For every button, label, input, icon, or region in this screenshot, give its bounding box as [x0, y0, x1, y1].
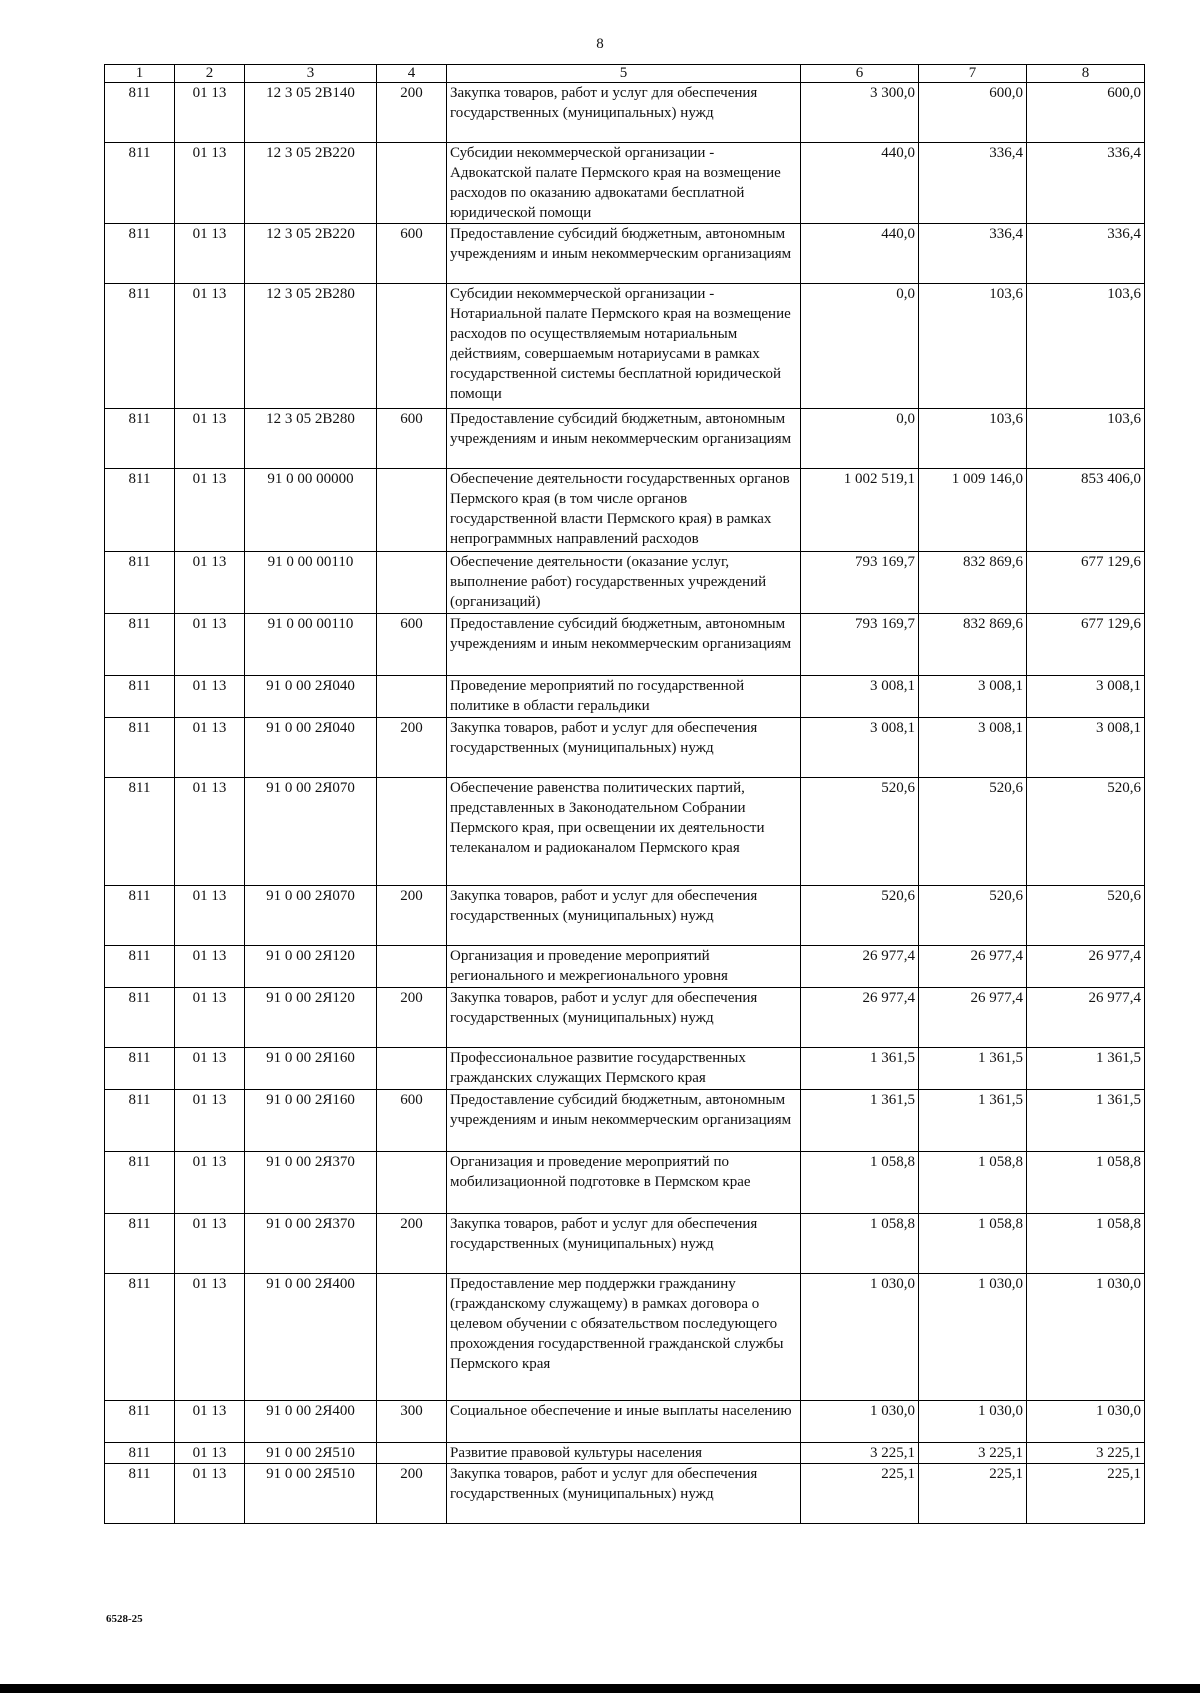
amount-col7-cell: 1 058,8 — [919, 1152, 1027, 1214]
budget-table — [104, 64, 1145, 1524]
amount-col7-cell: 3 008,1 — [919, 718, 1027, 778]
target-article-cell: 91 0 00 00110 — [245, 614, 377, 676]
amount-col7-cell: 1 030,0 — [919, 1401, 1027, 1443]
amount-col6-cell: 0,0 — [801, 409, 919, 469]
amount-col8-cell: 1 361,5 — [1027, 1048, 1145, 1090]
column-header: 3 — [245, 65, 377, 83]
section-code-cell: 01 13 — [175, 143, 245, 224]
expense-type-cell — [377, 284, 447, 409]
description-cell: Организация и проведение мероприятий регионального и межрегионального уровня — [447, 946, 801, 988]
amount-col6-cell: 440,0 — [801, 143, 919, 224]
amount-col8-cell: 520,6 — [1027, 778, 1145, 886]
amount-col7-cell: 103,6 — [919, 284, 1027, 409]
description-cell: Предоставление субсидий бюджетным, автономным учреждениям и иным некоммерческим организациям — [447, 614, 801, 676]
table-row — [105, 409, 1145, 469]
section-code-cell: 01 13 — [175, 1274, 245, 1401]
expense-type-cell: 200 — [377, 83, 447, 143]
expense-type-cell: 600 — [377, 409, 447, 469]
amount-col7-cell: 3 225,1 — [919, 1443, 1027, 1464]
section-code-cell: 01 13 — [175, 469, 245, 552]
table-row — [105, 988, 1145, 1048]
expense-type-cell — [377, 143, 447, 224]
table-row — [105, 83, 1145, 143]
expense-type-cell: 200 — [377, 718, 447, 778]
description-cell: Субсидии некоммерческой организации - Адвокатской палате Пермского края на возмещение расходов по оказанию адвокатами бесплатной юридической помощи — [447, 143, 801, 224]
page-number: 8 — [596, 36, 604, 52]
scan-edge — [0, 1684, 1200, 1693]
admin-code-cell: 811 — [105, 1401, 175, 1443]
amount-col7-cell: 832 869,6 — [919, 552, 1027, 614]
target-article-cell: 91 0 00 2Я160 — [245, 1090, 377, 1152]
description-cell: Закупка товаров, работ и услуг для обеспечения государственных (муниципальных) нужд — [447, 988, 801, 1048]
admin-code-cell: 811 — [105, 469, 175, 552]
target-article-cell: 91 0 00 2Я370 — [245, 1152, 377, 1214]
amount-col7-cell: 336,4 — [919, 224, 1027, 284]
target-article-cell: 91 0 00 00000 — [245, 469, 377, 552]
section-code-cell: 01 13 — [175, 1214, 245, 1274]
expense-type-cell — [377, 1274, 447, 1401]
amount-col6-cell: 3 300,0 — [801, 83, 919, 143]
target-article-cell: 91 0 00 2Я370 — [245, 1214, 377, 1274]
column-header: 4 — [377, 65, 447, 83]
section-code-cell: 01 13 — [175, 1401, 245, 1443]
admin-code-cell: 811 — [105, 1443, 175, 1464]
amount-col7-cell: 832 869,6 — [919, 614, 1027, 676]
section-code-cell: 01 13 — [175, 988, 245, 1048]
amount-col6-cell: 793 169,7 — [801, 552, 919, 614]
expense-type-cell — [377, 778, 447, 886]
table-row — [105, 718, 1145, 778]
amount-col8-cell: 3 008,1 — [1027, 718, 1145, 778]
expense-type-cell — [377, 946, 447, 988]
amount-col8-cell: 677 129,6 — [1027, 552, 1145, 614]
section-code-cell: 01 13 — [175, 224, 245, 284]
section-code-cell: 01 13 — [175, 1048, 245, 1090]
description-cell: Организация и проведение мероприятий по мобилизационной подготовке в Пермском крае — [447, 1152, 801, 1214]
description-cell: Предоставление субсидий бюджетным, автономным учреждениям и иным некоммерческим организациям — [447, 224, 801, 284]
description-cell: Профессиональное развитие государственных гражданских служащих Пермского края — [447, 1048, 801, 1090]
table-row — [105, 1443, 1145, 1464]
expense-type-cell — [377, 552, 447, 614]
admin-code-cell: 811 — [105, 988, 175, 1048]
amount-col7-cell: 225,1 — [919, 1464, 1027, 1524]
description-cell: Проведение мероприятий по государственной политике в области геральдики — [447, 676, 801, 718]
section-code-cell: 01 13 — [175, 886, 245, 946]
table-row — [105, 778, 1145, 886]
amount-col6-cell: 440,0 — [801, 224, 919, 284]
table-row — [105, 224, 1145, 284]
amount-col8-cell: 853 406,0 — [1027, 469, 1145, 552]
amount-col6-cell: 793 169,7 — [801, 614, 919, 676]
amount-col6-cell: 26 977,4 — [801, 946, 919, 988]
table-row — [105, 469, 1145, 552]
column-header: 6 — [801, 65, 919, 83]
header-row — [105, 65, 1145, 83]
column-header: 5 — [447, 65, 801, 83]
target-article-cell: 91 0 00 00110 — [245, 552, 377, 614]
amount-col7-cell: 520,6 — [919, 886, 1027, 946]
table-row — [105, 552, 1145, 614]
amount-col7-cell: 1 030,0 — [919, 1274, 1027, 1401]
column-header: 1 — [105, 65, 175, 83]
section-code-cell: 01 13 — [175, 284, 245, 409]
admin-code-cell: 811 — [105, 1152, 175, 1214]
description-cell: Предоставление субсидий бюджетным, автономным учреждениям и иным некоммерческим организациям — [447, 409, 801, 469]
amount-col8-cell: 677 129,6 — [1027, 614, 1145, 676]
target-article-cell: 12 3 05 2В220 — [245, 224, 377, 284]
amount-col8-cell: 1 058,8 — [1027, 1152, 1145, 1214]
description-cell: Обеспечение деятельности государственных органов Пермского края (в том числе органов государственной власти Пермского края) в рамках непрограммных направлений расходов — [447, 469, 801, 552]
column-header: 7 — [919, 65, 1027, 83]
admin-code-cell: 811 — [105, 886, 175, 946]
table-row — [105, 1464, 1145, 1524]
expense-type-cell: 200 — [377, 1464, 447, 1524]
table-row — [105, 284, 1145, 409]
target-article-cell: 12 3 05 2В140 — [245, 83, 377, 143]
table-row — [105, 1214, 1145, 1274]
target-article-cell: 91 0 00 2Я070 — [245, 886, 377, 946]
amount-col7-cell: 103,6 — [919, 409, 1027, 469]
target-article-cell: 12 3 05 2В280 — [245, 409, 377, 469]
amount-col6-cell: 3 225,1 — [801, 1443, 919, 1464]
amount-col7-cell: 520,6 — [919, 778, 1027, 886]
document-code: 6528-25 — [106, 1613, 143, 1625]
target-article-cell: 91 0 00 2Я160 — [245, 1048, 377, 1090]
target-article-cell: 12 3 05 2В220 — [245, 143, 377, 224]
amount-col7-cell: 1 361,5 — [919, 1090, 1027, 1152]
expense-type-cell: 600 — [377, 614, 447, 676]
amount-col6-cell: 1 058,8 — [801, 1214, 919, 1274]
admin-code-cell: 811 — [105, 946, 175, 988]
admin-code-cell: 811 — [105, 718, 175, 778]
description-cell: Развитие правовой культуры населения — [447, 1443, 801, 1464]
target-article-cell: 91 0 00 2Я510 — [245, 1464, 377, 1524]
amount-col6-cell: 520,6 — [801, 886, 919, 946]
description-cell: Обеспечение деятельности (оказание услуг, выполнение работ) государственных учреждений (организаций) — [447, 552, 801, 614]
amount-col6-cell: 26 977,4 — [801, 988, 919, 1048]
amount-col8-cell: 520,6 — [1027, 886, 1145, 946]
table-row — [105, 1274, 1145, 1401]
expense-type-cell: 600 — [377, 1090, 447, 1152]
admin-code-cell: 811 — [105, 284, 175, 409]
section-code-cell: 01 13 — [175, 718, 245, 778]
admin-code-cell: 811 — [105, 224, 175, 284]
target-article-cell: 91 0 00 2Я040 — [245, 718, 377, 778]
amount-col8-cell: 336,4 — [1027, 224, 1145, 284]
admin-code-cell: 811 — [105, 83, 175, 143]
expense-type-cell: 200 — [377, 988, 447, 1048]
amount-col6-cell: 1 030,0 — [801, 1401, 919, 1443]
section-code-cell: 01 13 — [175, 946, 245, 988]
amount-col8-cell: 1 030,0 — [1027, 1274, 1145, 1401]
admin-code-cell: 811 — [105, 1048, 175, 1090]
amount-col8-cell: 3 008,1 — [1027, 676, 1145, 718]
table-row — [105, 1048, 1145, 1090]
amount-col8-cell: 3 225,1 — [1027, 1443, 1145, 1464]
amount-col8-cell: 103,6 — [1027, 284, 1145, 409]
target-article-cell: 91 0 00 2Я120 — [245, 988, 377, 1048]
section-code-cell: 01 13 — [175, 1152, 245, 1214]
target-article-cell: 91 0 00 2Я120 — [245, 946, 377, 988]
amount-col6-cell: 3 008,1 — [801, 718, 919, 778]
description-cell: Закупка товаров, работ и услуг для обеспечения государственных (муниципальных) нужд — [447, 718, 801, 778]
amount-col8-cell: 225,1 — [1027, 1464, 1145, 1524]
expense-type-cell — [377, 1443, 447, 1464]
amount-col7-cell: 26 977,4 — [919, 946, 1027, 988]
target-article-cell: 12 3 05 2В280 — [245, 284, 377, 409]
amount-col7-cell: 1 361,5 — [919, 1048, 1027, 1090]
expense-type-cell: 300 — [377, 1401, 447, 1443]
description-cell: Обеспечение равенства политических партий, представленных в Законодательном Собрании Пермского края, при освещении их деятельности телеканалом и радиоканалом Пермского края — [447, 778, 801, 886]
admin-code-cell: 811 — [105, 778, 175, 886]
description-cell: Субсидии некоммерческой организации - Нотариальной палате Пермского края на возмещение расходов по осуществляемым нотариальным действиям, совершаемым нотариусами в рамках государственной системы бесплатной юридической помощи — [447, 284, 801, 409]
amount-col6-cell: 1 002 519,1 — [801, 469, 919, 552]
amount-col7-cell: 336,4 — [919, 143, 1027, 224]
section-code-cell: 01 13 — [175, 778, 245, 886]
description-cell: Закупка товаров, работ и услуг для обеспечения государственных (муниципальных) нужд — [447, 1464, 801, 1524]
table-row — [105, 886, 1145, 946]
amount-col8-cell: 1 361,5 — [1027, 1090, 1145, 1152]
section-code-cell: 01 13 — [175, 83, 245, 143]
description-cell: Закупка товаров, работ и услуг для обеспечения государственных (муниципальных) нужд — [447, 1214, 801, 1274]
description-cell: Предоставление субсидий бюджетным, автономным учреждениям и иным некоммерческим организациям — [447, 1090, 801, 1152]
target-article-cell: 91 0 00 2Я400 — [245, 1401, 377, 1443]
amount-col8-cell: 26 977,4 — [1027, 988, 1145, 1048]
column-header: 8 — [1027, 65, 1145, 83]
amount-col6-cell: 520,6 — [801, 778, 919, 886]
description-cell: Закупка товаров, работ и услуг для обеспечения государственных (муниципальных) нужд — [447, 886, 801, 946]
table-row — [105, 946, 1145, 988]
target-article-cell: 91 0 00 2Я070 — [245, 778, 377, 886]
section-code-cell: 01 13 — [175, 1464, 245, 1524]
amount-col6-cell: 1 361,5 — [801, 1090, 919, 1152]
table-row — [105, 1401, 1145, 1443]
amount-col8-cell: 1 030,0 — [1027, 1401, 1145, 1443]
amount-col7-cell: 1 009 146,0 — [919, 469, 1027, 552]
description-cell: Закупка товаров, работ и услуг для обеспечения государственных (муниципальных) нужд — [447, 83, 801, 143]
table-row — [105, 1090, 1145, 1152]
target-article-cell: 91 0 00 2Я400 — [245, 1274, 377, 1401]
section-code-cell: 01 13 — [175, 1090, 245, 1152]
amount-col7-cell: 600,0 — [919, 83, 1027, 143]
table-row — [105, 143, 1145, 224]
amount-col8-cell: 26 977,4 — [1027, 946, 1145, 988]
expense-type-cell: 200 — [377, 886, 447, 946]
expense-type-cell — [377, 1152, 447, 1214]
amount-col6-cell: 1 030,0 — [801, 1274, 919, 1401]
amount-col6-cell: 3 008,1 — [801, 676, 919, 718]
admin-code-cell: 811 — [105, 552, 175, 614]
description-cell: Социальное обеспечение и иные выплаты населению — [447, 1401, 801, 1443]
target-article-cell: 91 0 00 2Я510 — [245, 1443, 377, 1464]
section-code-cell: 01 13 — [175, 614, 245, 676]
amount-col6-cell: 1 058,8 — [801, 1152, 919, 1214]
target-article-cell: 91 0 00 2Я040 — [245, 676, 377, 718]
column-header: 2 — [175, 65, 245, 83]
amount-col8-cell: 600,0 — [1027, 83, 1145, 143]
expense-type-cell — [377, 676, 447, 718]
section-code-cell: 01 13 — [175, 676, 245, 718]
admin-code-cell: 811 — [105, 409, 175, 469]
section-code-cell: 01 13 — [175, 409, 245, 469]
amount-col6-cell: 0,0 — [801, 284, 919, 409]
description-cell: Предоставление мер поддержки гражданину (гражданскому служащему) в рамках договора о целевом обучении с обязательством последующего прохождения государственной гражданской службы Пермского края — [447, 1274, 801, 1401]
admin-code-cell: 811 — [105, 1090, 175, 1152]
amount-col8-cell: 1 058,8 — [1027, 1214, 1145, 1274]
expense-type-cell: 600 — [377, 224, 447, 284]
expense-type-cell — [377, 469, 447, 552]
amount-col7-cell: 1 058,8 — [919, 1214, 1027, 1274]
table-row — [105, 614, 1145, 676]
expense-type-cell: 200 — [377, 1214, 447, 1274]
admin-code-cell: 811 — [105, 143, 175, 224]
amount-col8-cell: 336,4 — [1027, 143, 1145, 224]
admin-code-cell: 811 — [105, 1274, 175, 1401]
section-code-cell: 01 13 — [175, 552, 245, 614]
table-row — [105, 676, 1145, 718]
admin-code-cell: 811 — [105, 1464, 175, 1524]
admin-code-cell: 811 — [105, 676, 175, 718]
amount-col6-cell: 1 361,5 — [801, 1048, 919, 1090]
amount-col8-cell: 103,6 — [1027, 409, 1145, 469]
amount-col6-cell: 225,1 — [801, 1464, 919, 1524]
table-row — [105, 1152, 1145, 1214]
admin-code-cell: 811 — [105, 1214, 175, 1274]
amount-col7-cell: 3 008,1 — [919, 676, 1027, 718]
amount-col7-cell: 26 977,4 — [919, 988, 1027, 1048]
expense-type-cell — [377, 1048, 447, 1090]
admin-code-cell: 811 — [105, 614, 175, 676]
section-code-cell: 01 13 — [175, 1443, 245, 1464]
